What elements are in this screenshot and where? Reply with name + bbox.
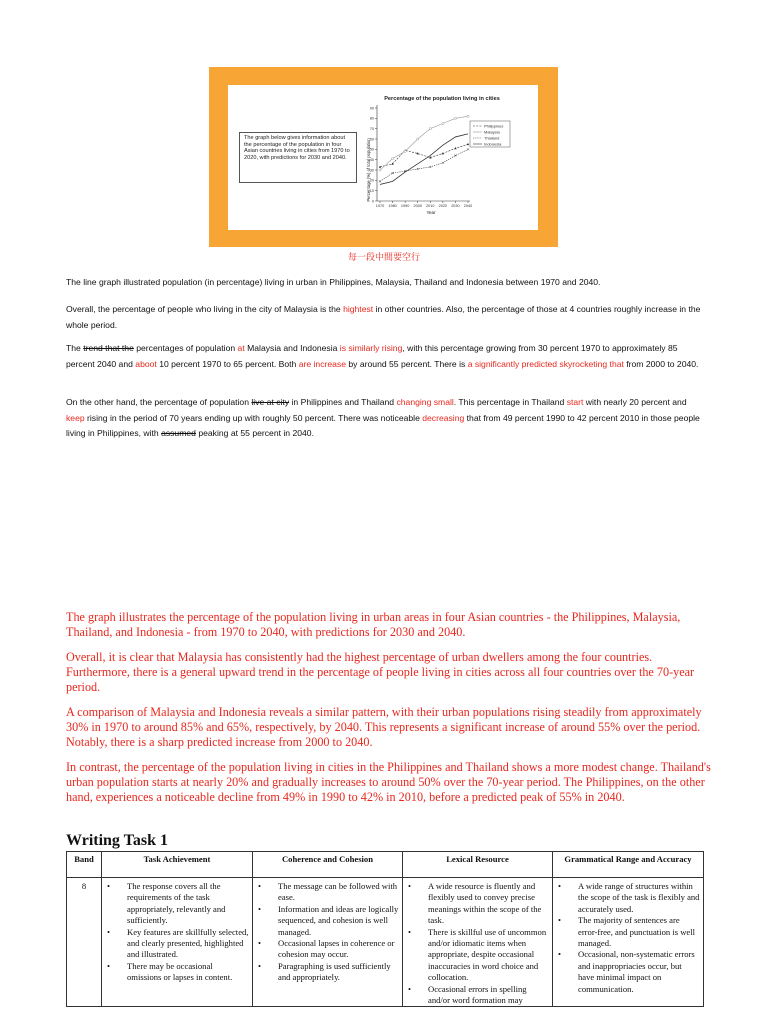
revised-paragraph-3: A comparison of Malaysia and Indonesia reveals a similar pattern, with their urban populations rising steadily from approximately 30% in 1970 to around 85% and 65%, respectively, by 2040. This represents a significant increase of around 55% over the period. Notably, there is a sharp predicted increase from 2000 to 2040. xyxy=(66,705,702,749)
draft-text: . This percentage in Thailand xyxy=(453,397,567,407)
draft-paragraph-1: The line graph illustrated population (in percentage) living in urban in Philippines, Malaysia, Thailand and Indonesia between 1970 and 2040. xyxy=(66,277,601,287)
x-tick-label: 1990 xyxy=(400,204,410,208)
header-grammatical-range: Grammatical Range and Accuracy xyxy=(553,852,704,878)
revised-paragraph-2: Overall, it is clear that Malaysia has consistently had the highest percentage of urban dwellers among the four countries. Furthermore, there is a general upward trend in the percentage of people living in cities across all four countries over the 70-year period. xyxy=(66,650,695,694)
draft-text: by around 55 percent. There is xyxy=(346,358,468,369)
table-row xyxy=(67,878,704,1007)
list-item: • Information and ideas are logically sequenced, and cohesion is well managed. xyxy=(256,904,399,938)
correction-mark: aboot xyxy=(135,358,157,369)
x-tick-label: 1980 xyxy=(388,204,397,208)
band-score: 8 xyxy=(67,878,102,1007)
data-point xyxy=(467,115,469,117)
list-item: • Occasional, non-systematic errors and inappropriacies occur, but have minimal impact on communication. xyxy=(556,949,700,995)
figure-panel xyxy=(228,85,538,230)
draft-text: that from 49 percent 1990 to 42 percent 2010 in those people living in Philippines, with xyxy=(66,412,700,438)
y-tick-label: 80 xyxy=(369,116,374,121)
draft-text: , with this percentage growing from 30 percent 1970 to approximately 85 percent 2040 and xyxy=(66,343,678,369)
correction-mark: keep xyxy=(66,412,85,423)
list-item: • Occasional errors in spelling and/or word formation may xyxy=(406,984,549,1007)
list-item: • A wide range of structures within the scope of the task is flexibly and accurately used. xyxy=(556,881,700,915)
correction-mark: start xyxy=(566,397,584,407)
data-point xyxy=(454,117,456,119)
draft-paragraph-2 xyxy=(66,302,706,333)
header-lexical-resource: Lexical Resource xyxy=(403,852,553,878)
series-line-thailand xyxy=(380,149,468,181)
correction-mark: changing small xyxy=(396,397,454,407)
correction-mark: are increase xyxy=(298,358,347,369)
list-item: • A wide resource is fluently and flexibly used to convey precise meanings within the scope of the task. xyxy=(406,881,549,927)
y-tick-label: 90 xyxy=(369,106,374,111)
y-tick-label: 30 xyxy=(369,168,374,173)
strikethrough-text: live at city xyxy=(251,397,290,407)
data-point xyxy=(417,138,419,140)
draft-text: from 2000 to 2040. xyxy=(623,358,699,369)
header-band: Band xyxy=(67,852,102,878)
x-tick-label: 2020 xyxy=(438,204,448,208)
figure-frame xyxy=(209,67,558,247)
series-line-philippines xyxy=(380,144,468,167)
correction-mark: at xyxy=(237,343,245,353)
draft-text: percentages of population xyxy=(133,343,238,353)
header-task-achievement: Task Achievement xyxy=(102,852,253,878)
y-tick-label: 50 xyxy=(369,147,374,152)
page-bottom-edge xyxy=(0,1016,768,1024)
x-tick-label: 1970 xyxy=(375,204,385,208)
legend-label: Indonesia xyxy=(484,141,502,147)
draft-text: rising in the period of 70 years ending up with roughly 50 percent. There was noticeable xyxy=(84,412,423,423)
data-point xyxy=(442,122,444,124)
list-item: • The message can be followed with ease. xyxy=(256,881,399,904)
task-description-box: The graph below gives information about the percentage of the population in four Asian countries living in cities from 1970 to 2020, with predictions for 2030 and 2040. xyxy=(239,132,357,183)
x-tick-label: 2030 xyxy=(451,204,460,208)
data-point xyxy=(467,143,469,145)
band-descriptor-table xyxy=(66,851,704,1007)
revised-paragraph-4: In contrast, the percentage of the population living in cities in the Philippines and Thailand shows a more modest change. Thailand's urban population starts at nearly 20% and gradually increases to around 50% over the 70-year period. The Philippines, on the other hand, experiences a noticeable decline from 49% in 1990 to 42% in 2010, before a predicted peak of 55% in 2040. xyxy=(66,760,711,804)
list-item: • There is skillful use of uncommon and/or idiomatic items when appropriate, despite occasional inaccuracies in word choice and collocation. xyxy=(406,927,549,984)
list-item: • Paragraphing is used sufficiently and appropriately. xyxy=(256,961,399,984)
data-point xyxy=(379,169,381,171)
x-tick-label: 2010 xyxy=(426,204,435,208)
coherence-cohesion-cell xyxy=(253,878,403,1007)
y-axis-label: Percentage (%) of total population xyxy=(366,138,371,202)
list-item: • There may be occasional omissions or lapses in content. xyxy=(105,961,249,984)
data-point xyxy=(379,180,381,182)
draft-text: 10 percent 1970 to 65 percent. Both xyxy=(156,358,299,369)
y-tick-label: 0 xyxy=(371,199,374,204)
data-point xyxy=(404,150,406,152)
y-tick-label: 40 xyxy=(369,157,374,162)
series-line-malaysia xyxy=(380,116,468,170)
data-point xyxy=(467,148,469,150)
draft-text: with nearly 20 percent and xyxy=(583,397,687,407)
legend-label: Malaysia xyxy=(484,129,500,135)
y-tick-label: 70 xyxy=(369,126,374,131)
x-tick-label: 2000 xyxy=(413,204,422,208)
list-item: • The majority of sentences are error-free, and punctuation is well managed. xyxy=(556,915,700,949)
table-header-row xyxy=(67,852,704,878)
correction-mark: is similarly rising xyxy=(339,343,403,353)
section-heading: Writing Task 1 xyxy=(66,832,168,849)
y-tick-label: 60 xyxy=(369,137,374,142)
y-tick-label: 10 xyxy=(369,188,374,193)
list-item: • Key features are skillfully selected, and clearly presented, highlighted and illustrated. xyxy=(105,927,249,961)
header-coherence-cohesion: Coherence and Cohesion xyxy=(253,852,403,878)
x-axis-label: Year xyxy=(426,210,436,215)
data-point xyxy=(429,128,431,130)
task-achievement-cell xyxy=(102,878,253,1007)
data-point xyxy=(454,155,456,157)
strikethrough-text: trend that the xyxy=(83,343,134,353)
figure-caption: 每一段中間要空行 xyxy=(347,253,420,263)
list-item: • Occasional lapses in coherence or cohesion may occur. xyxy=(256,938,399,961)
data-point xyxy=(454,147,456,149)
strikethrough-text: assumed xyxy=(161,428,196,438)
y-tick-label: 20 xyxy=(369,178,374,183)
draft-text: in other countries. Also, the percentage of those at 4 countries roughly increase in the whole period. xyxy=(66,304,701,330)
lexical-resource-cell xyxy=(403,878,553,1007)
grammatical-range-cell xyxy=(553,878,704,1007)
data-point xyxy=(391,158,393,160)
legend-label: Philippines xyxy=(484,123,504,129)
draft-paragraph-4 xyxy=(66,395,706,442)
correction-mark: hightest xyxy=(343,304,374,314)
correction-mark: a significantly predicted skyrocketing that xyxy=(467,358,624,369)
data-point xyxy=(442,162,444,164)
draft-text: Malaysia and Indonesia xyxy=(244,343,340,353)
correction-mark: decreasing xyxy=(422,412,465,423)
draft-text: On the other hand, the percentage of population xyxy=(66,397,252,407)
draft-text: peaking at 55 percent in 2040. xyxy=(195,428,314,438)
revised-paragraph-1: The graph illustrates the percentage of the population living in urban areas in four Asian countries - the Philippines, Malaysia, Thailand, and Indonesia - from 1970 to 2040, with predictions for 2030 and 2040. xyxy=(66,610,681,639)
line-chart xyxy=(358,85,534,230)
draft-text: The xyxy=(66,343,84,353)
list-item: • The response covers all the requirements of the task appropriately, relevantly and sufficiently. xyxy=(105,881,249,927)
legend-label: Thailand xyxy=(484,135,500,141)
draft-text: in Philippines and Thailand xyxy=(289,397,397,407)
chart-title: Percentage of the population living in cities xyxy=(384,96,500,102)
draft-paragraph-3 xyxy=(66,341,706,372)
draft-text: Overall, the percentage of people who living in the city of Malaysia is the xyxy=(66,304,344,314)
x-tick-label: 2040 xyxy=(463,204,473,208)
